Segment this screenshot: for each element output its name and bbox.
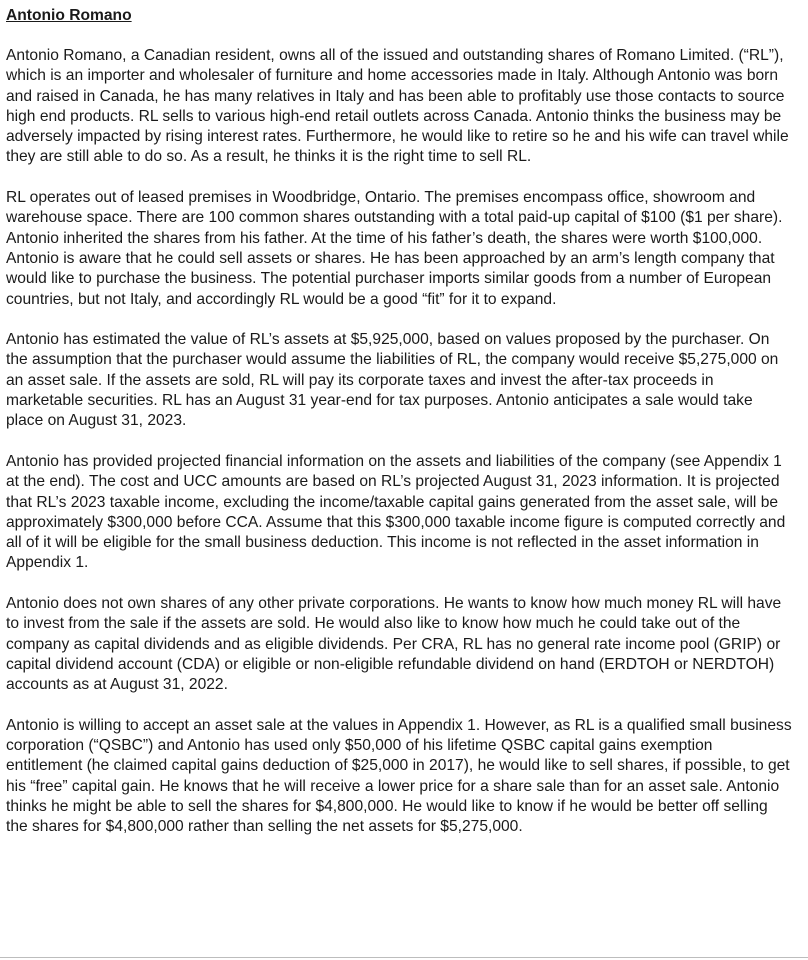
page-bottom-divider <box>0 957 808 958</box>
paragraph-premises-shares: RL operates out of leased premises in Woodbridge, Ontario. The premises encompass office, showroom and warehouse space. There are 100 common shares outstanding with a total paid-up capital of $100 ($1 per share). Antonio inherited the shares from his father. At the time of his father’s death, the shares were worth $100,000. Antonio is aware that he could sell assets or shares. He has been approached by an arm’s length company that would like to purchase the business. The potential purchaser imports similar goods from a number of European countries, but not Italy, and accordingly RL would be a good “fit” for it to expand. <box>6 189 783 308</box>
paragraph-share-sale: Antonio is willing to accept an asset sale at the values in Appendix 1. However, as RL is a qualified small business corporation (“QSBC”) and Antonio has used only $50,000 of his lifetime QSBC capital gains exemption entitlement (he claimed capital gains deduction of $25,000 in 2017), he would like to sell shares, if possible, to get his “free” capital gain. He knows that he will receive a lower price for a share sale than for an asset sale. Antonio thinks he might be able to sell the shares for $4,800,000. He would like to know if he would be better off selling the shares for $4,800,000 rather than selling the net assets for $5,275,000. <box>6 716 792 836</box>
paragraph-asset-value: Antonio has estimated the value of RL’s assets at $5,925,000, based on values proposed by the purchaser. On the assumption that the purchaser would assume the liabilities of RL, the company would receive $5,275,000 on an asset sale. If the assets are sold, RL will pay its corporate taxes and invest the after-tax proceeds in marketable securities. RL has an August 31 year-end for tax purposes. Antonio anticipates a sale would take place on August 31, 2023. <box>6 331 779 430</box>
paragraph-dividends: Antonio does not own shares of any other private corporations. He wants to know how much money RL will have to invest from the sale if the assets are sold. He would also like to know how much he could take out of the company as capital dividends and as eligible dividends. Per CRA, RL has no general rate income pool (GRIP) or capital dividend account (CDA) or eligible or non-eligible refundable dividend on hand (ERDTOH or NERDTOH) accounts as at August 31, 2022. <box>6 595 782 694</box>
paragraph-intro: Antonio Romano, a Canadian resident, owns all of the issued and outstanding shares of Romano Limited. (“RL”), which is an importer and wholesaler of furniture and home accessories made in Italy. Although Antonio was born and raised in Canada, he has many relatives in Italy and has been able to profitably use those contacts to source high end products. RL sells to various high-end retail outlets across Canada. Antonio thinks the business may be adversely impacted by rising interest rates. Furthermore, he would like to retire so he and his wife can travel while they are still able to do so. As a result, he thinks it is the right time to sell RL. <box>6 47 789 166</box>
paragraph-financial-info: Antonio has provided projected financial information on the assets and liabilities of the company (see Appendix 1 at the end). The cost and UCC amounts are based on RL’s projected August 31, 2023 information. It is projected that RL’s 2023 taxable income, excluding the income/taxable capital gains generated from the asset sale, will be approximately $300,000 before CCA. Assume that this $300,000 taxable income figure is computed correctly and all of it will be eligible for the small business deduction. This income is not reflected in the asset information in Appendix 1. <box>6 452 786 572</box>
document-title: Antonio Romano <box>6 7 132 24</box>
